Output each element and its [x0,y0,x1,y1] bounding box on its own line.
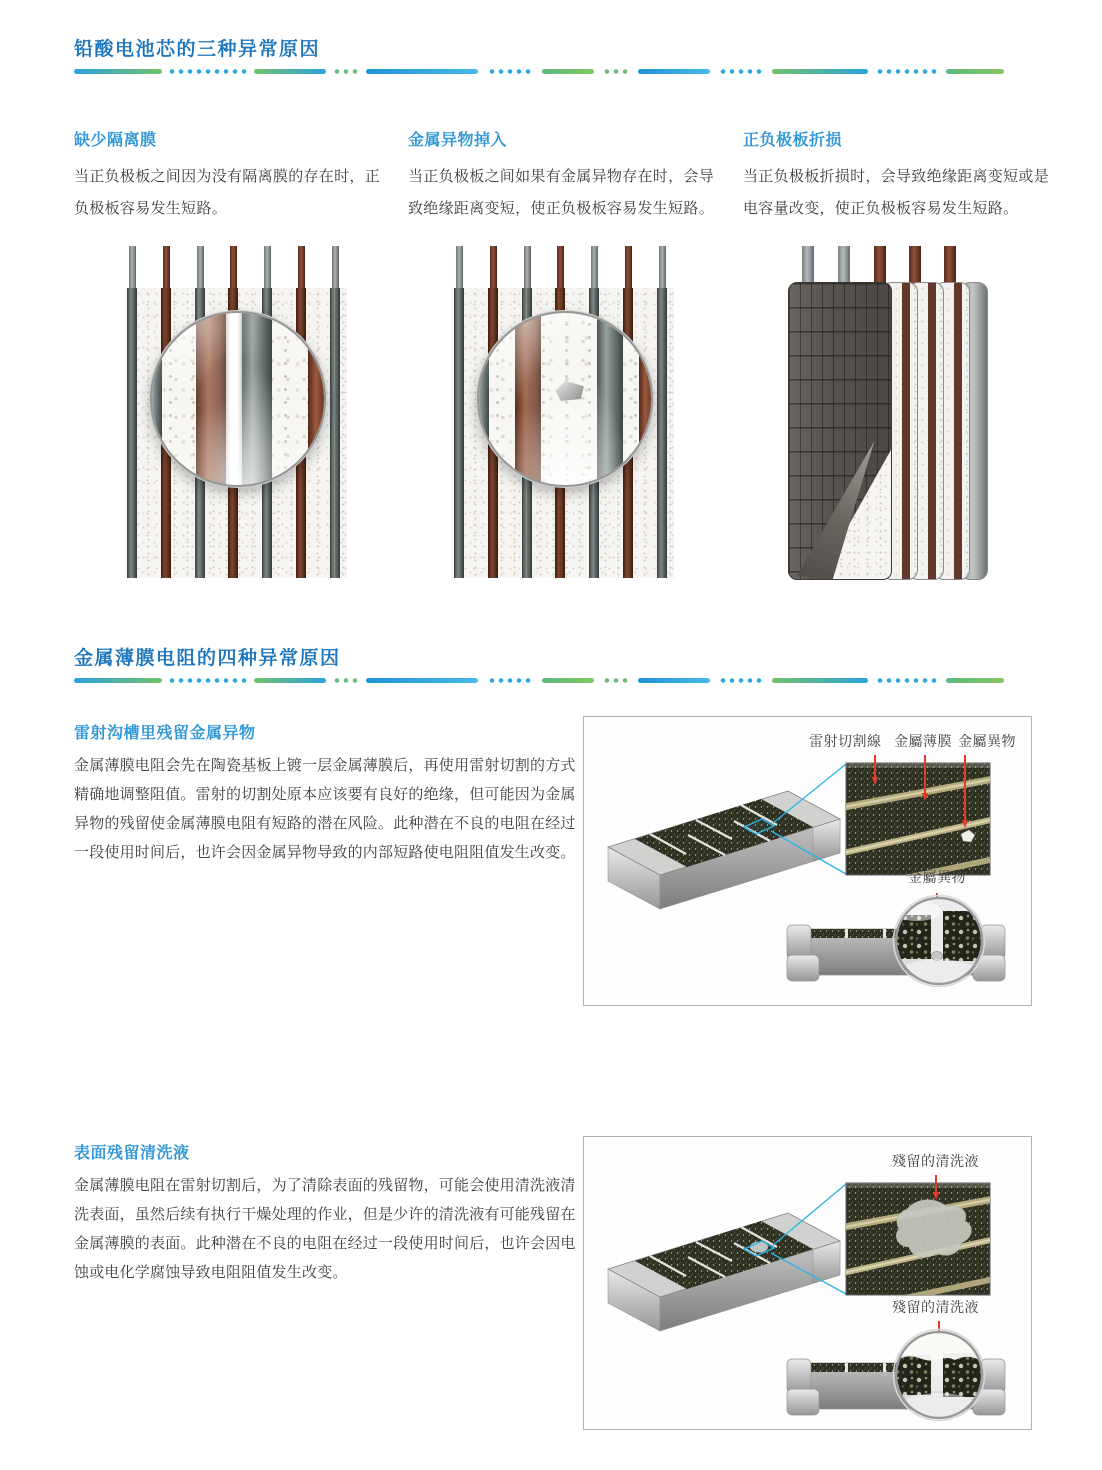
magnifier-missing-separator [150,311,326,487]
column-missing-separator [74,127,386,225]
plate-tab [332,246,339,294]
figure-box-cleaner-residue [583,1136,1032,1430]
plate-tab [264,246,271,294]
column-heading: 正负极板折损 [743,132,843,149]
plate-tab [625,246,632,294]
label-metal-foreign-bottom: 金屬異物 [908,869,966,885]
plate-tab [197,246,204,294]
subsection-heading: 雷射沟槽里残留金属异物 [74,725,256,742]
front-grid-plate [788,282,892,580]
section-divider [74,69,1040,74]
figure-metal-foreign-object [452,246,674,592]
column-body: 当正负极板之间如果有金属异物存在时，会导致绝缘距离变短，使正负极板容易发生短路。 [408,168,715,217]
section-title-battery: 铅酸电池芯的三种异常原因 [74,39,321,60]
column-body: 当正负极板折损时，会导致绝缘距离变短或是电容量改变，使正负极板容易发生短路。 [743,168,1050,217]
plate-tab [659,246,666,294]
plate-tab [230,246,237,294]
section-title-resistor: 金属薄膜电阻的四种异常原因 [74,648,341,669]
subsection-body: 金属薄膜电阻会先在陶瓷基板上镀一层金属薄膜后，再使用雷射切割的方式精确地调整阻值。雷射的切割处原本应该要有良好的绝缘，但可能因为金属异物的残留使金属薄膜电阻有短路的潜在风险。此种潜在不良的电阻在经过一段使用时间后，也许会因金属异物导致的内部短路使电阻阻值发生改变。 [74,757,576,861]
section-divider [74,678,1040,683]
label-metal-film: 金屬薄膜 [894,733,952,749]
plate-tab [524,246,531,294]
magnifier-metal-foreign-object [477,311,653,487]
plate-tab [456,246,463,294]
column-folded-plates [743,127,1055,225]
plate-tab [163,246,170,294]
subsection-laser-groove-residue [74,720,590,867]
figure-box-laser-groove [583,716,1032,1006]
column-metal-foreign-object [408,127,720,225]
label-metal-foreign-top: 金屬異物 [958,733,1016,749]
metal-fragment [552,381,584,401]
plate-tab [490,246,497,294]
figure-missing-separator [125,246,347,592]
label-laser-cut-line: 雷射切割線 [809,733,882,749]
resistor-cleaner-residue-illustration [584,1137,1031,1429]
plate-tab [129,246,136,294]
subsection-body: 金属薄膜电阻在雷射切割后，为了清除表面的残留物，可能会使用清洗液清洗表面，虽然后续有执行干燥处理的作业，但是少许的清洗液有可能残留在金属薄膜的表面。此种潜在不良的电阻在经过一段使用时间后，也许会因电蚀或电化学腐蚀导致电阻阻值发生改变。 [74,1177,576,1281]
label-residual-cleaner-bottom: 殘留的清洗液 [892,1299,979,1315]
subsection-surface-cleaner-residue [74,1140,590,1287]
resistor-laser-groove-illustration [584,717,1031,1005]
subsection-heading: 表面残留清洗液 [74,1145,190,1162]
resistor-cross-section [787,896,1005,992]
resistor-cross-section [787,1330,1005,1426]
column-heading: 金属异物掉入 [408,132,508,149]
column-body: 当正负极板之间因为没有隔离膜的存在时，正负极板容易发生短路。 [74,168,381,217]
plate-tab [557,246,564,294]
film-zoom-image [846,763,990,875]
plate-tab [591,246,598,294]
missing-separator-gap [226,311,242,487]
figure-folded-plates [782,246,1014,586]
label-residual-cleaner-top: 殘留的清洗液 [892,1153,979,1169]
column-heading: 缺少隔离膜 [74,132,157,149]
plate-tab [298,246,305,294]
